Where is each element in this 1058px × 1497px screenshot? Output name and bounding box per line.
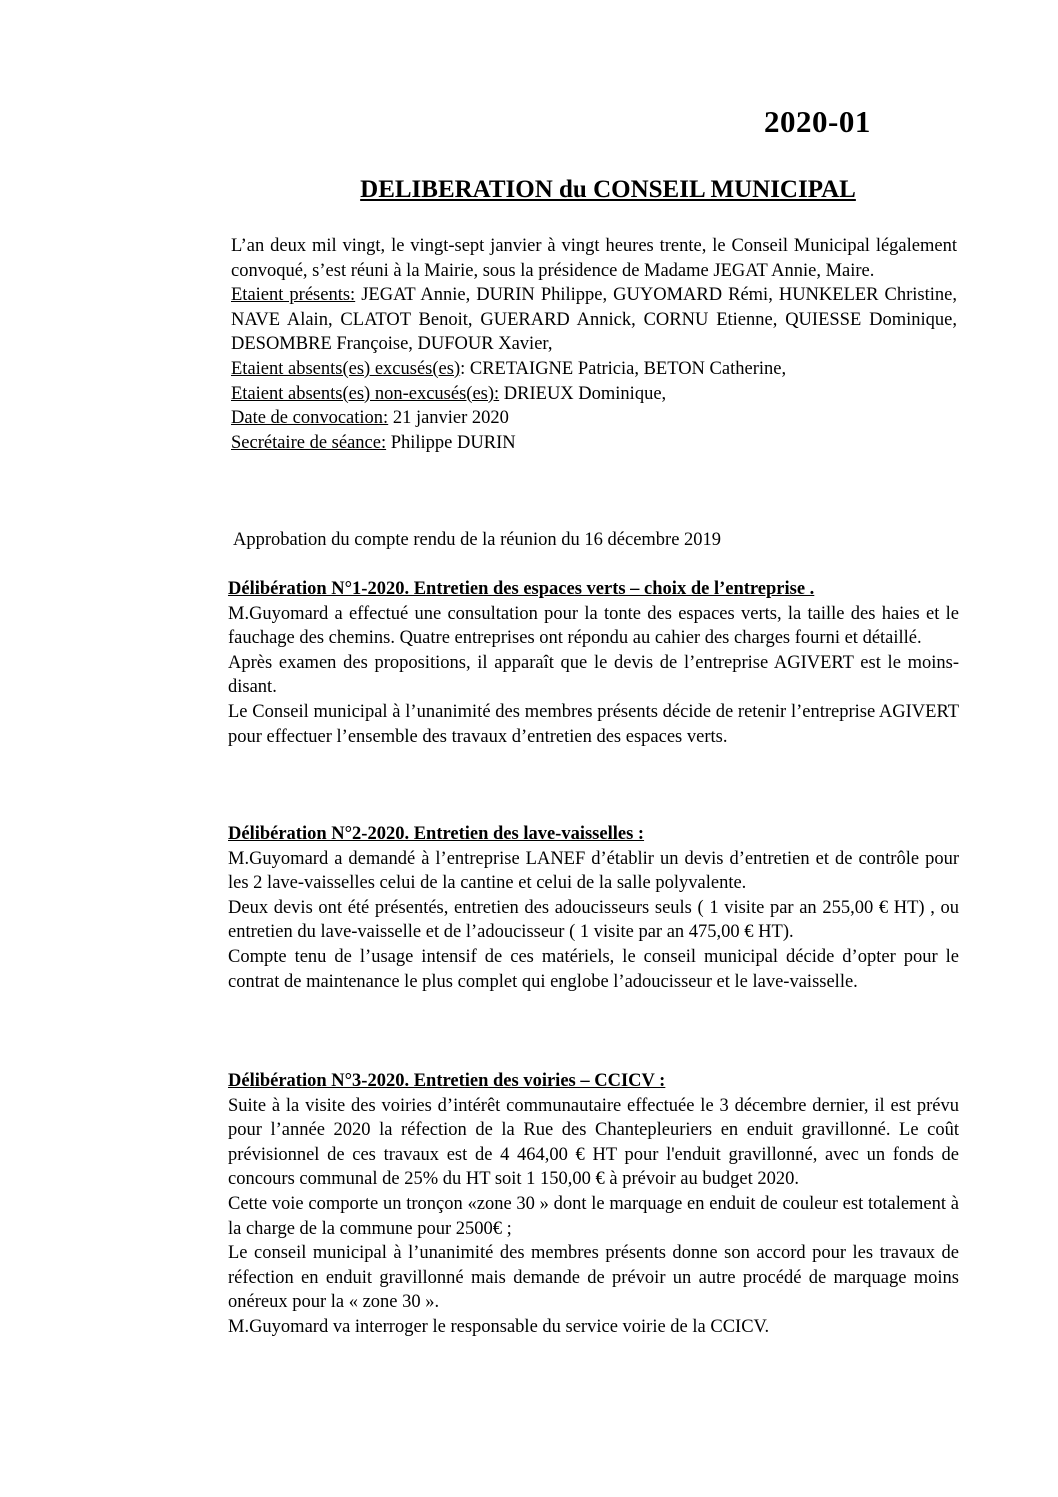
deliberation-1: [228, 577, 959, 749]
secretary-label: Secrétaire de séance:: [231, 432, 387, 453]
deliberation-paragraph: Compte tenu de l’usage intensif de ces matériels, le conseil municipal décide d’opter pour le contrat de maintenance le plus complet qui englobe l’adoucisseur et le lave-vaisselle.: [228, 946, 959, 992]
intro-paragraph: L’an deux mil vingt, le vingt-sept janvier à vingt heures trente, le Conseil Municipal légalement convoqué, s’est réuni à la Mairie, sous la présidence de Madame JEGAT Annie, Maire.: [231, 236, 957, 281]
deliberation-paragraph: Deux devis ont été présentés, entretien des adoucisseurs seuls ( 1 visite par an 255,00 € HT) , ou entretien du lave-vaisselle et de l’adoucisseur ( 1 visite par an 475,00 € HT).: [228, 897, 959, 943]
unexcused-names: DRIEUX Dominique,: [499, 383, 667, 404]
secretary-name: Philippe DURIN: [386, 432, 516, 453]
document-title: DELIBERATION du CONSEIL MUNICIPAL: [360, 176, 856, 203]
deliberation-heading: Délibération N°1-2020. Entretien des espaces verts – choix de l’entreprise .: [228, 579, 815, 599]
unexcused-members: [231, 382, 957, 407]
deliberation-paragraph: Cette voie comporte un tronçon «zone 30 » dont le marquage en enduit de couleur est totalement à la charge de la commune pour 2500€ ;: [228, 1193, 959, 1239]
present-names: JEGAT Annie, DURIN Philippe, GUYOMARD Rémi, HUNKELER Christine, NAVE Alain, CLATOT Benoit, GUERARD Annick, CORNU Etienne, QUIESSE Dominique, DESOMBRE Françoise, DUFOUR Xavier,: [231, 285, 957, 355]
deliberation-paragraph: Le conseil municipal à l’unanimité des membres présents donne son accord pour les travaux de réfection en enduit gravillonné mais demande de prévoir un autre procédé de marquage moins onéreux pour la « zone 30 ».: [228, 1243, 959, 1313]
deliberation-paragraph: Suite à la visite des voiries d’intérêt communautaire effectuée le 3 décembre dernier, il est prévu pour l’année 2020 la réfection de la Rue des Chantepleuriers en enduit gravillonné. Le coût prévisionnel de ces travaux est de 4 464,00 € HT pour l'enduit gravillonné, avec un fonds de concours communal de 25% du HT soit 1 150,00 € à prévoir au budget 2020.: [228, 1095, 959, 1190]
unexcused-label: Etaient absents(es) non-excusés(es):: [231, 383, 500, 404]
deliberation-3: [228, 1069, 959, 1340]
session-details: [231, 234, 957, 455]
deliberation-reference: 2020-01: [764, 104, 871, 139]
deliberation-paragraph: Le Conseil municipal à l’unanimité des membres présents décide de retenir l’entreprise AGIVERT pour effectuer l’ensemble des travaux d’entretien des espaces verts.: [228, 701, 959, 747]
convocation-label: Date de convocation:: [231, 408, 389, 429]
deliberation-heading: Délibération N°2-2020. Entretien des lave-vaisselles :: [228, 824, 645, 844]
excused-label: Etaient absents(es) excusés(es): [231, 358, 461, 379]
approval-line: Approbation du compte rendu de la réunion du 16 décembre 2019: [233, 530, 722, 550]
deliberation-paragraph: M.Guyomard a demandé à l’entreprise LANEF d’établir un devis d’entretien et de contrôle pour les 2 lave-vaisselles celui de la cantine et celui de la salle polyvalente.: [228, 848, 959, 894]
deliberation-paragraph: M.Guyomard a effectué une consultation pour la tonte des espaces verts, la taille des haies et le fauchage des chemins. Quatre entreprises ont répondu au cahier des charges fourni et détaillé.: [228, 603, 959, 649]
deliberation-paragraph: Après examen des propositions, il apparaît que le devis de l’entreprise AGIVERT est le moins-disant.: [228, 652, 959, 698]
deliberation-paragraph: M.Guyomard va interroger le responsable du service voirie de la CCICV.: [228, 1316, 770, 1337]
convocation-date-line: [231, 406, 957, 431]
deliberation-heading: Délibération N°3-2020. Entretien des voiries – CCICV :: [228, 1071, 666, 1091]
convocation-date: 21 janvier 2020: [388, 408, 509, 429]
present-members: [231, 283, 957, 357]
secretary-line: [231, 431, 957, 456]
excused-names: : CRETAIGNE Patricia, BETON Catherine,: [460, 358, 787, 379]
present-label: Etaient présents:: [231, 285, 356, 306]
deliberation-2: [228, 822, 959, 994]
excused-members: [231, 357, 957, 382]
